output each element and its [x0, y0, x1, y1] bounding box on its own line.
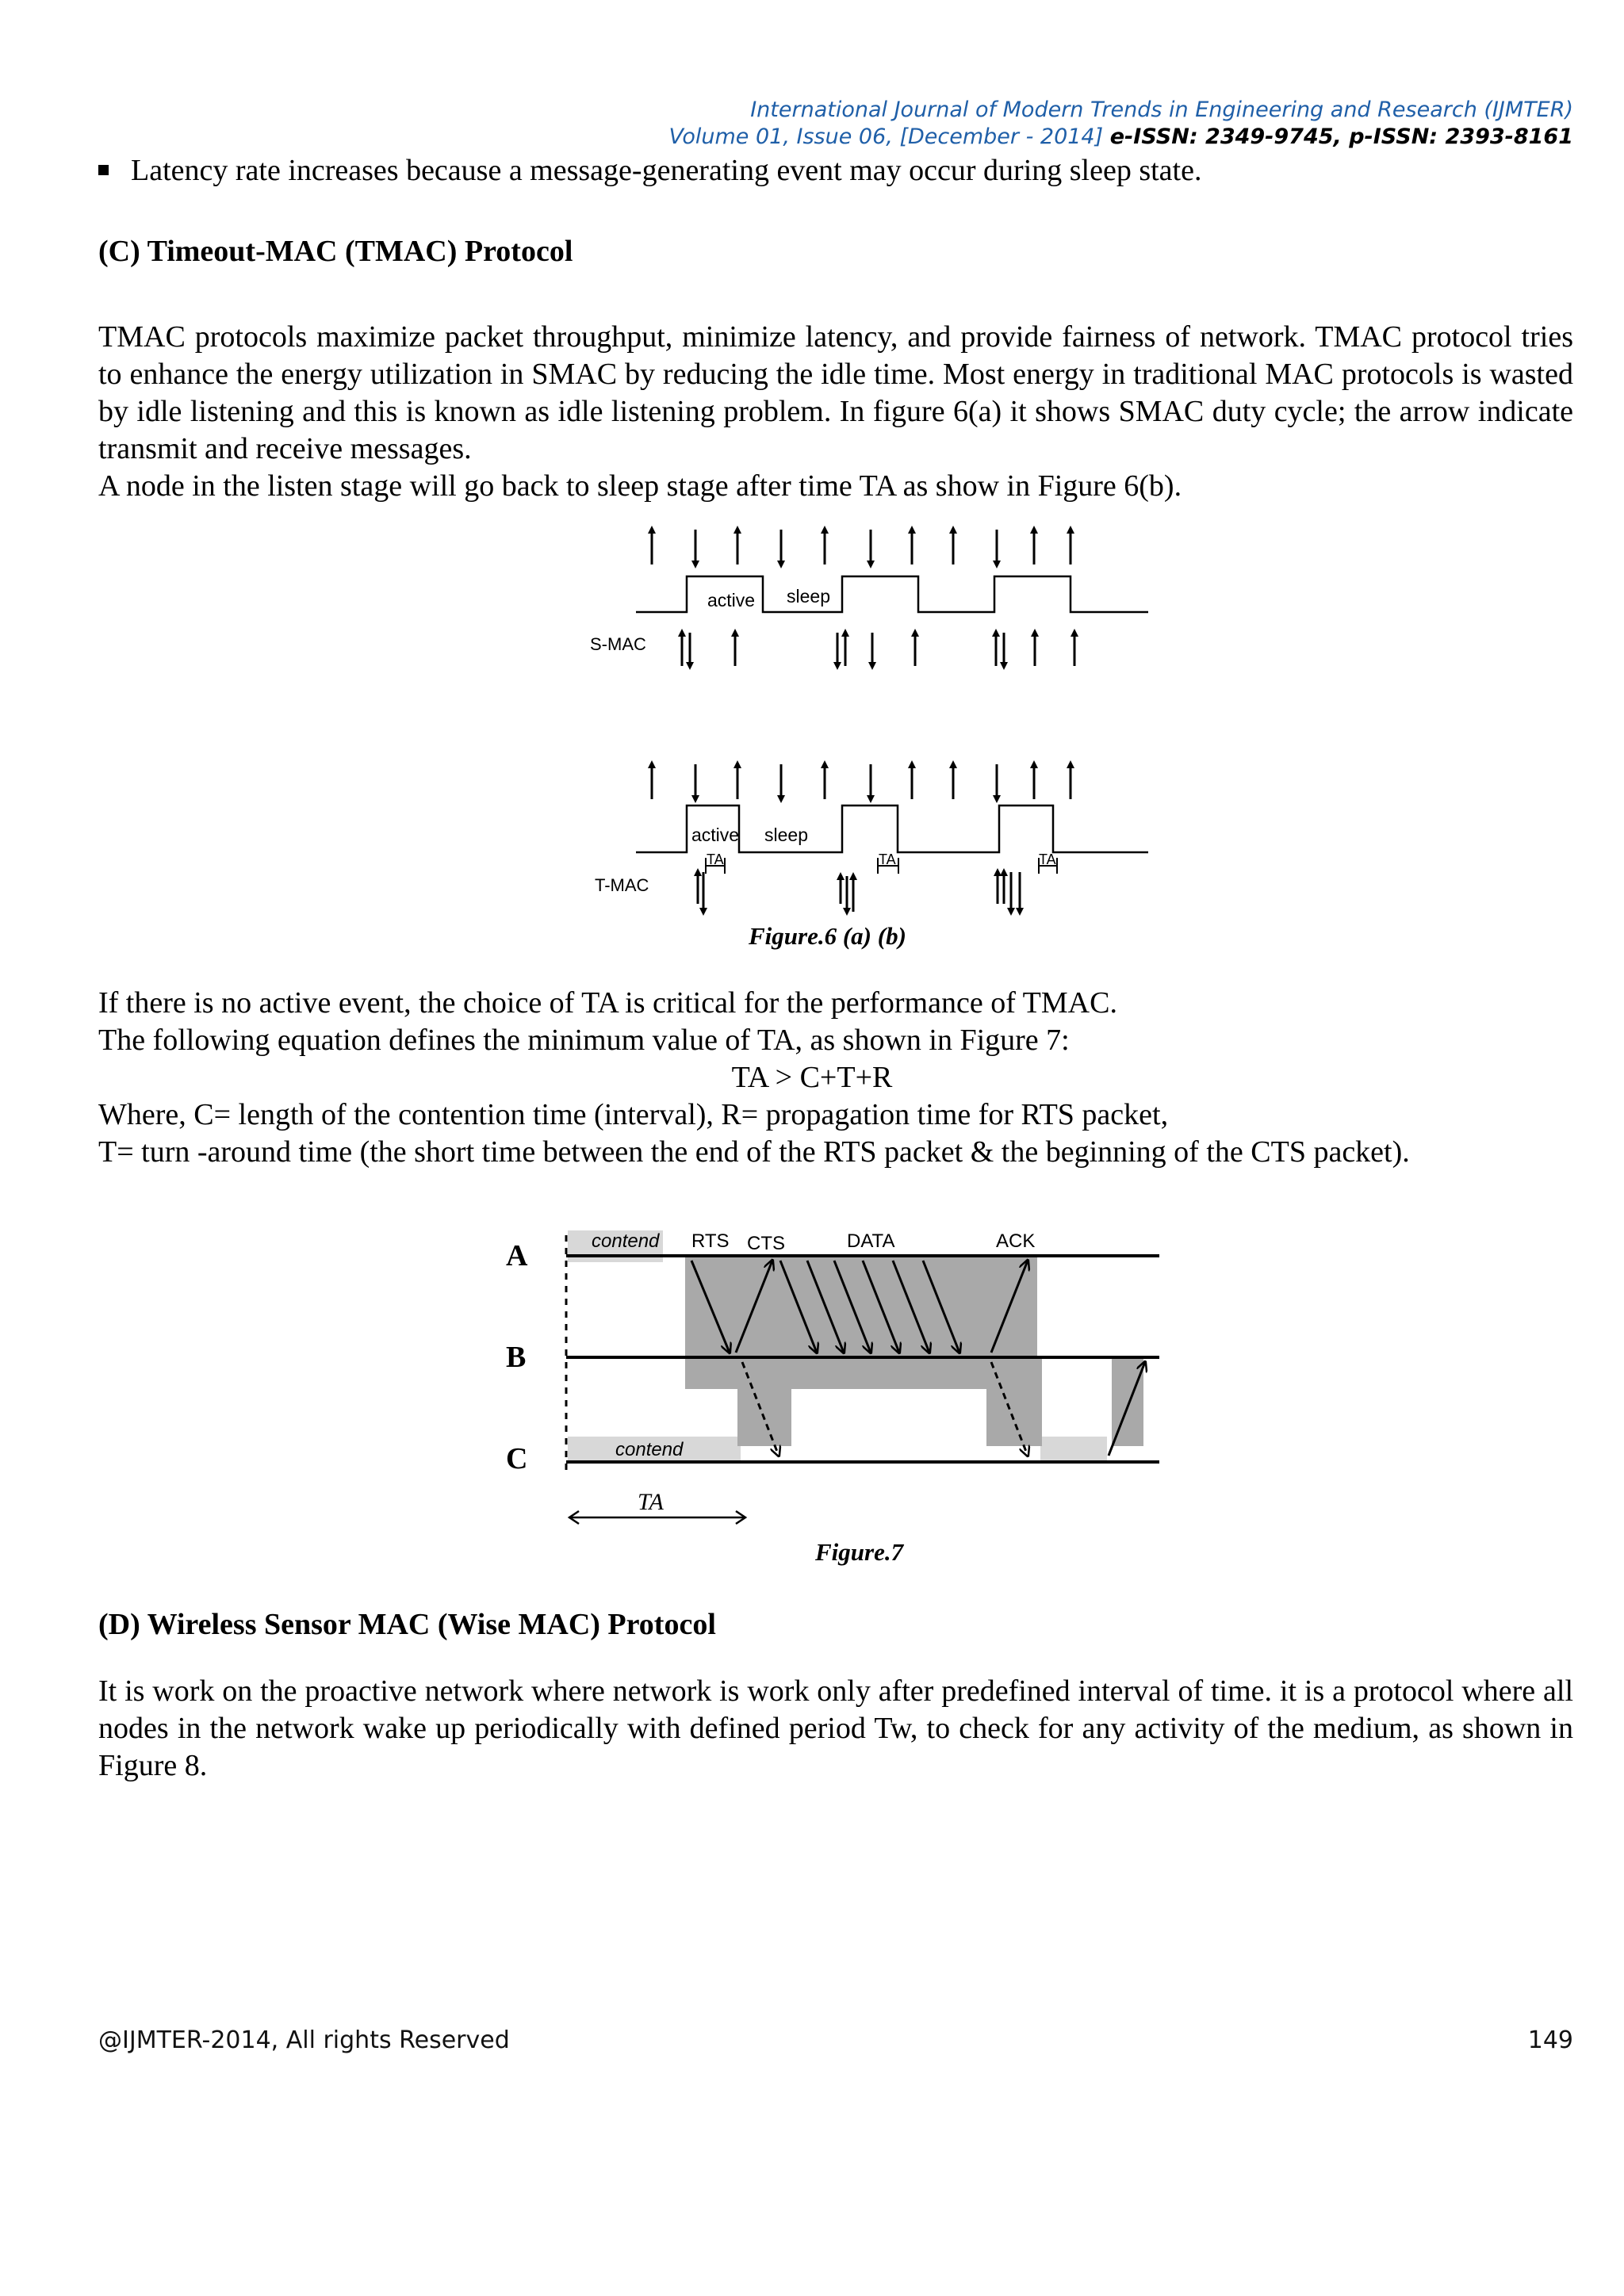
journal-issn: e-ISSN: 2349-9745, p-ISSN: 2393-8161 [1109, 124, 1573, 149]
journal-title: International Journal of Modern Trends in Engineering and Research (IJMTER) [750, 98, 1573, 122]
bullet-square-icon [98, 165, 109, 175]
ta-dimension-label: TA [638, 1489, 664, 1515]
smac-active-label: active [707, 590, 756, 610]
after-fig6-line4: T= turn -around time (the short time between the end of the RTS packet & the beginning of the CTS packet). [98, 1135, 1410, 1169]
figure-6-diagram [579, 515, 1158, 936]
footer-copyright: @IJMTER-2014, All rights Reserved [98, 2026, 510, 2054]
tmac-label: T-MAC [595, 875, 649, 895]
tmac-active-label: active [691, 825, 740, 845]
tmac-sleep-label: sleep [764, 825, 808, 845]
cts-label: CTS [747, 1233, 785, 1254]
contend-label-a: contend [592, 1230, 660, 1252]
ta-label-1: TA [707, 851, 724, 867]
page-number: 149 [1527, 2026, 1573, 2054]
ack-label: ACK [996, 1230, 1036, 1252]
section-c-paragraph: TMAC protocols maximize packet throughput, minimize latency, and provide fairness of network. TMAC protocol tries to enhance the energy utilization in SMAC by reducing the idle time. Most energy in traditional MAC protocols is wasted by idle listening and this is known as idle listening problem. In figure 6(a) it shows SMAC duty cycle; the arrow indicate transmit and receive messages. [98, 320, 1573, 465]
ta-label-2: TA [879, 851, 896, 867]
section-d-paragraph: It is work on the proactive network where network is work only after predefined interval of time. it is a protocol where all nodes in the network wake up periodically with defined period Tw, to check for any activity of the medium, as shown in Figure 8. [98, 1674, 1573, 1782]
contend-label-c: contend [615, 1439, 684, 1460]
after-fig6-line1: If there is no active event, the choice of TA is critical for the performance of TMAC. [98, 986, 1117, 1020]
bullet-text: Latency rate increases because a message-generating event may occur during sleep state. [131, 154, 1202, 187]
rts-label: RTS [691, 1230, 730, 1252]
section-c-heading: (C) Timeout-MAC (TMAC) Protocol [98, 235, 573, 268]
ta-label-3: TA [1039, 851, 1056, 867]
node-b-label: B [506, 1341, 527, 1374]
ta-equation: TA > C+T+R [731, 1061, 893, 1094]
section-c-line2: A node in the listen stage will go back to sleep stage after time TA as show in Figure 6(b). [98, 469, 1182, 503]
data-label: DATA [847, 1230, 895, 1252]
figure-7-caption: Figure.7 [815, 1538, 904, 1566]
journal-volume: Volume 01, Issue 06, [December - 2014] [668, 124, 1104, 149]
journal-header [668, 97, 1573, 151]
smac-label: S-MAC [590, 634, 646, 654]
smac-sleep-label: sleep [787, 586, 830, 607]
section-d-heading: (D) Wireless Sensor MAC (Wise MAC) Protocol [98, 1608, 716, 1641]
node-c-label: C [506, 1442, 528, 1475]
after-fig6-line3: Where, C= length of the contention time (interval), R= propagation time for RTS packet, [98, 1098, 1169, 1131]
figure-6-caption: Figure.6 (a) (b) [749, 922, 906, 950]
after-fig6-line2: The following equation defines the minimum value of TA, as shown in Figure 7: [98, 1024, 1070, 1057]
bullet-item [98, 152, 1201, 189]
node-a-label: A [506, 1239, 528, 1272]
figure-7-diagram [492, 1221, 1166, 1538]
